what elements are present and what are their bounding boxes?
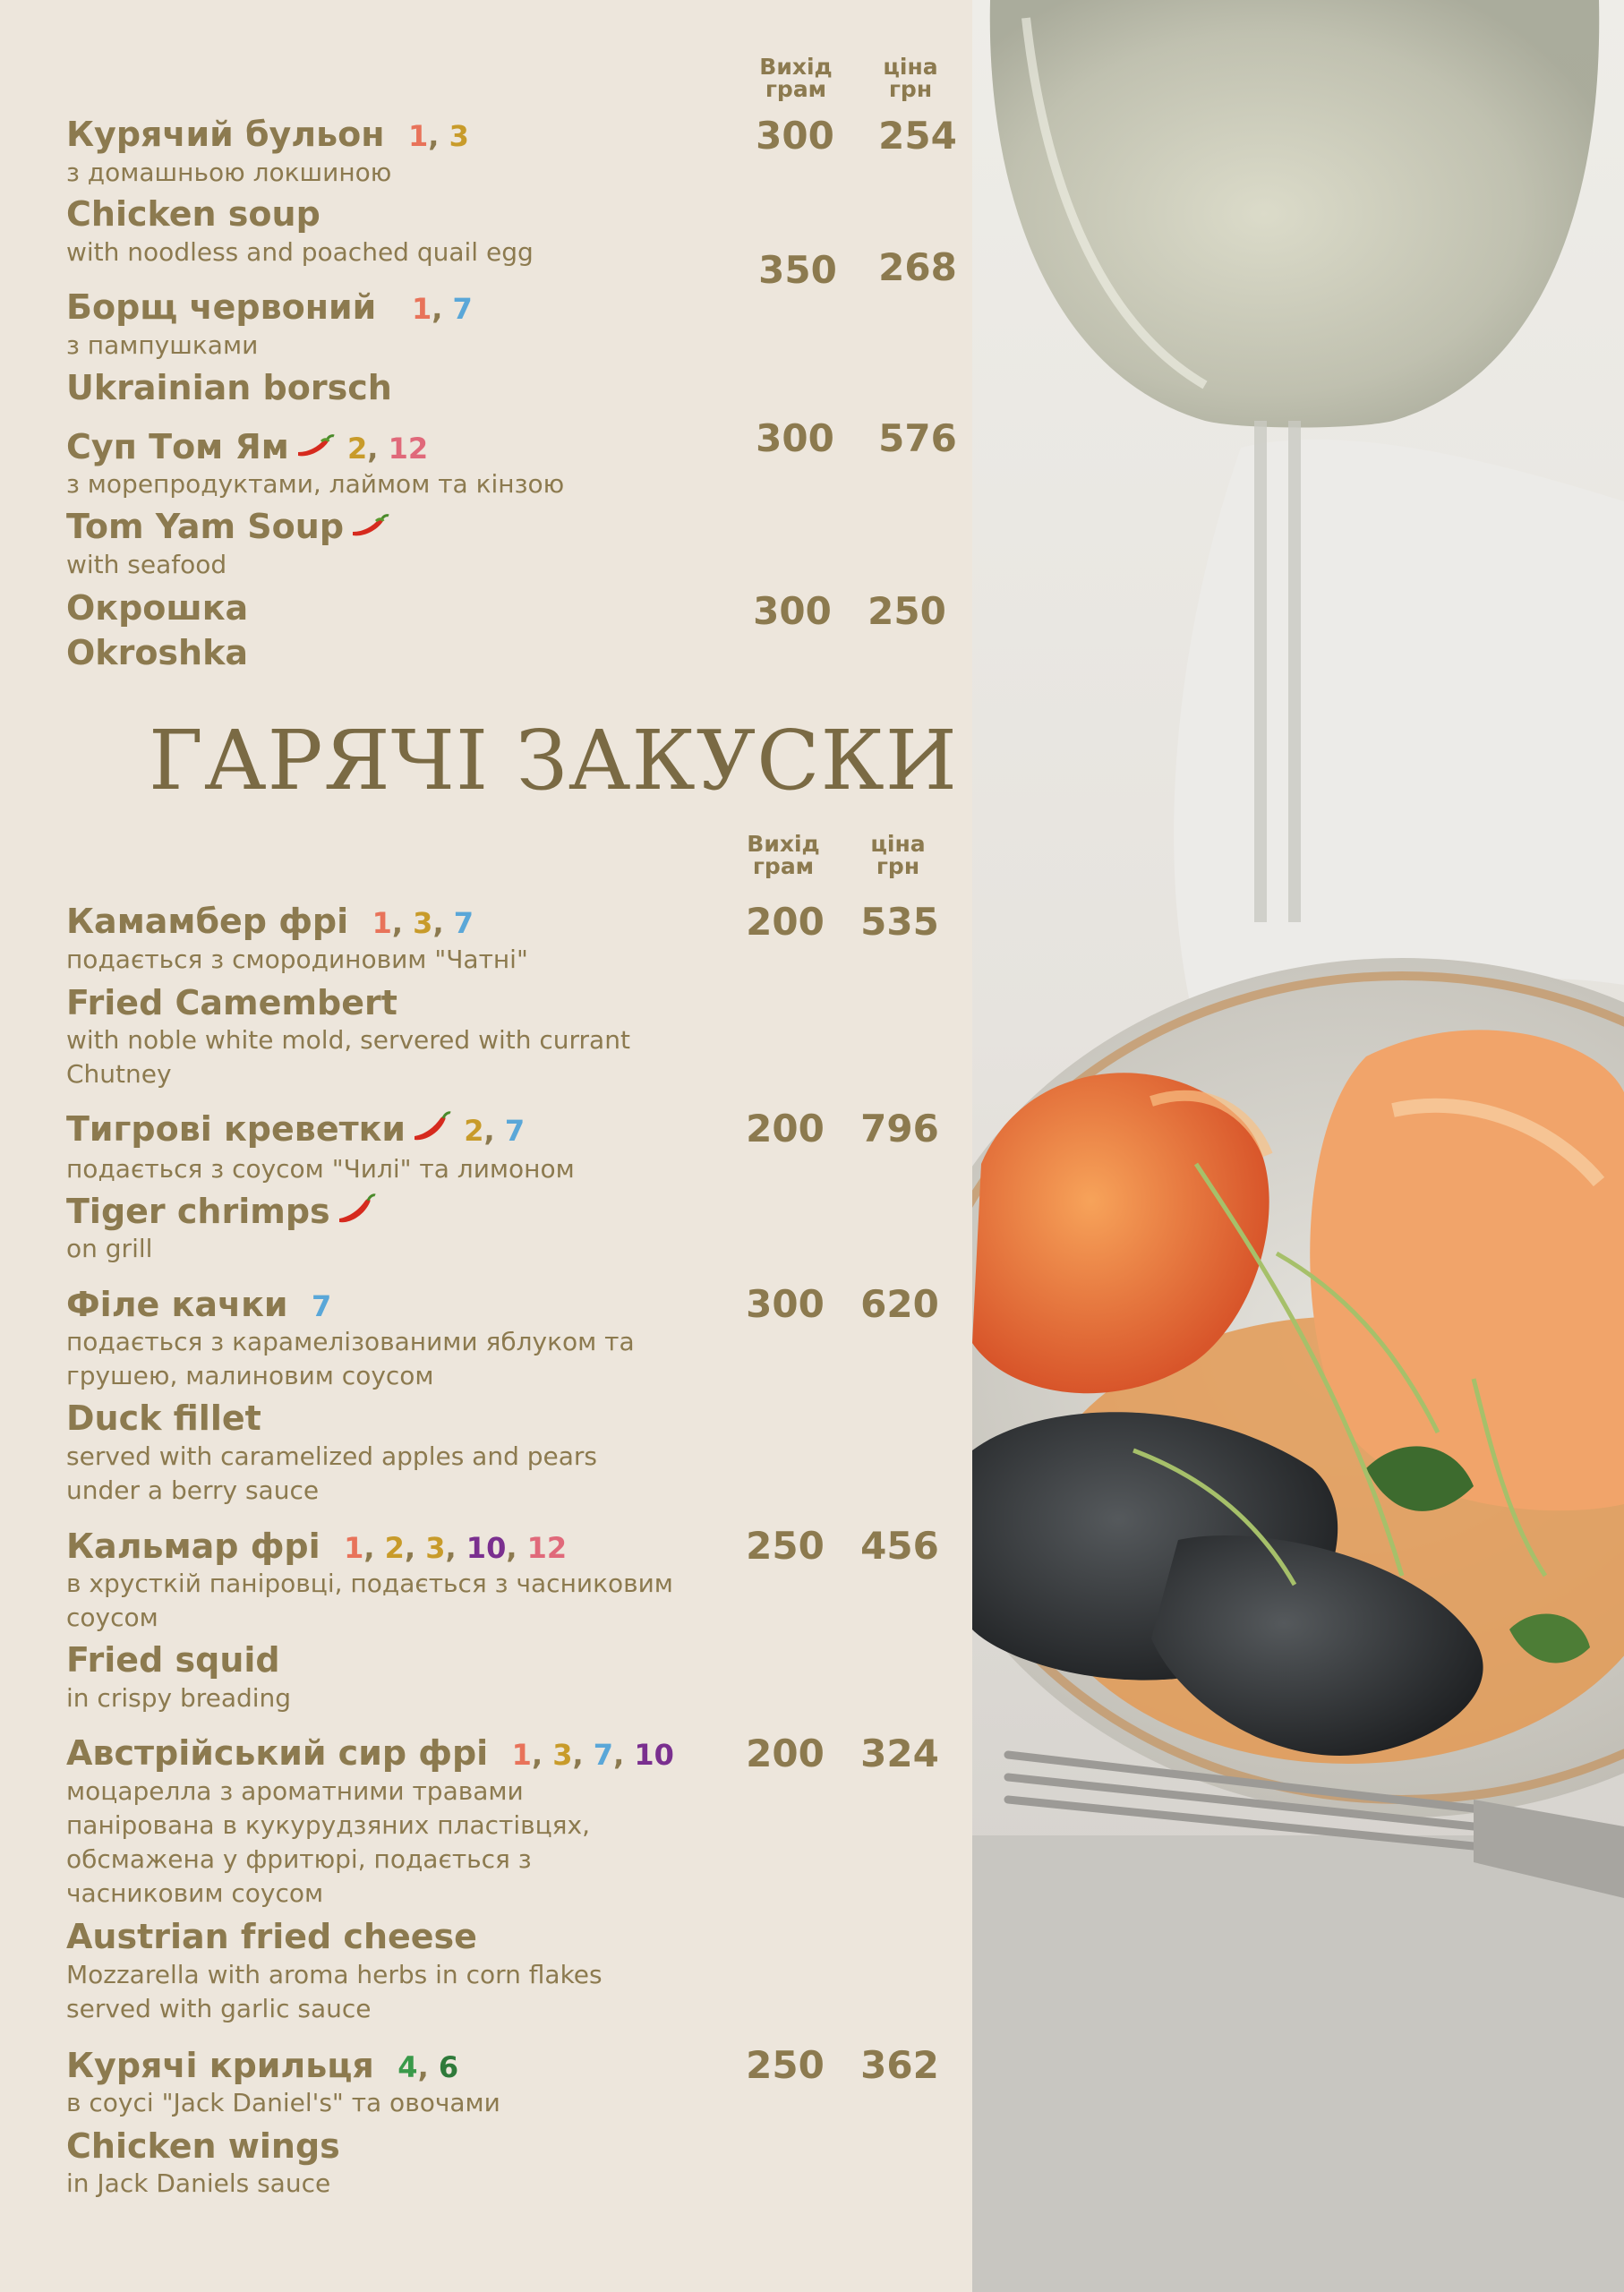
dish-desc-en: with noble white mold, servered with currant [66,1025,630,1055]
dish-desc-en: served with garlic sauce [66,1994,372,2023]
dish-name-ua: Камамбер фрі 1, 3, 7 [66,902,474,941]
dish-weight: 250 [746,2043,825,2087]
dish-weight: 300 [753,589,832,633]
dish-desc-ua: подається з соусом "Чилі" та лимоном [66,1154,575,1184]
chili-pepper-icon [295,429,336,470]
dish-desc-ua: панірована в кукурудзяних пластівцях, [66,1810,590,1840]
chili-pepper-icon [411,1109,452,1154]
dish-desc-ua: подається з карамелізованими яблуком та [66,1327,635,1356]
dish-name-en: Tom Yam Soup [66,506,390,550]
dish-price: 535 [860,900,939,944]
dish-price: 362 [860,2043,939,2087]
dish-desc-en: under a berry sauce [66,1475,320,1505]
dish-desc-en: with noodless and poached quail egg [66,237,534,267]
weight-column-header: Вихід грам [759,54,833,102]
dish-name-en: Chicken soup [66,194,321,234]
dish-weight: 300 [756,416,834,460]
dish-name-en: Duck fillet [66,1398,261,1438]
dish-weight: 200 [746,900,825,944]
price-column-header: ціна грн [870,831,926,879]
dish-weight: 350 [758,248,837,292]
dish-name-ua: Курячий бульон 1, 3 [66,115,469,154]
dish-price: 576 [878,416,957,460]
dish-desc-en: Chutney [66,1059,172,1089]
dish-name-en: Fried Camembert [66,983,397,1022]
chili-pepper-icon [336,1192,377,1236]
price-column-header: ціна грн [883,54,938,102]
section-title: ГАРЯЧІ ЗАКУСКИ [149,713,958,808]
dish-weight: 300 [746,1282,825,1326]
dish-name-ua: Філе качки 7 [66,1285,332,1324]
dish-name-en: Chicken wings [66,2126,340,2166]
dish-weight: 200 [746,1732,825,1775]
dish-desc-en: Mozzarella with aroma herbs in corn flakes [66,1960,603,1989]
dish-name-en: Okroshka [66,633,249,672]
dish-weight: 250 [746,1524,825,1568]
dish-weight: 300 [756,114,834,158]
dish-desc-ua: часниковим соусом [66,1878,324,1908]
dish-name-ua: Борщ червоний 1, 7 [66,287,473,327]
dish-desc-ua: з домашньою локшиною [66,158,392,187]
dish-name-en: Fried squid [66,1640,280,1680]
dish-name-ua: Курячі крильця 4, 6 [66,2046,459,2085]
seafood-dish-illustration [972,0,1624,2292]
dish-name-ua: Окрошка [66,588,249,628]
dish-price: 254 [878,114,957,158]
dish-desc-en: in crispy breading [66,1683,292,1713]
dish-name-en: Austrian fried cheese [66,1917,477,1956]
dish-name-en: Tiger chrimps [66,1191,377,1236]
dish-desc-ua: грушею, малиновим соусом [66,1361,434,1390]
dish-desc-ua: подається з смородиновим "Чатні" [66,945,528,974]
dish-price: 324 [860,1732,939,1775]
dish-price: 268 [878,245,957,289]
weight-column-header: Вихід грам [747,831,820,879]
dish-desc-ua: з морепродуктами, лаймом та кінзою [66,469,565,499]
dish-name-ua: Кальмар фрі 1, 2, 3, 10, 12 [66,1527,568,1566]
dish-desc-en: served with caramelized apples and pears [66,1441,598,1471]
dish-desc-ua: обсмажена у фритюрі, подається з [66,1844,532,1874]
dish-price: 250 [868,589,946,633]
dish-name-ua: Тигрові креветки 2, 7 [66,1108,525,1154]
dish-desc-ua: в соусі "Jack Daniel's" та овочами [66,2088,500,2117]
food-photo [972,0,1624,2292]
dish-desc-en: on grill [66,1234,153,1263]
chili-pepper-icon [349,509,390,550]
dish-desc-ua: в хрусткій паніровці, подається з часниковим [66,1569,673,1598]
dish-name-ua: Австрійський сир фрі 1, 3, 7, 10 [66,1733,674,1773]
dish-desc-ua: моцарелла з ароматними травами [66,1776,524,1806]
dish-desc-en: in Jack Daniels sauce [66,2168,331,2198]
dish-desc-ua: соусом [66,1603,158,1632]
dish-name-ua: Суп Том Ям 2, 12 [66,426,428,470]
dish-price: 620 [860,1282,939,1326]
dish-price: 796 [860,1107,939,1150]
dish-name-en: Ukrainian borsch [66,368,392,407]
dish-weight: 200 [746,1107,825,1150]
dish-price: 456 [860,1524,939,1568]
dish-desc-en: with seafood [66,550,227,579]
dish-desc-ua: з пампушками [66,330,259,360]
